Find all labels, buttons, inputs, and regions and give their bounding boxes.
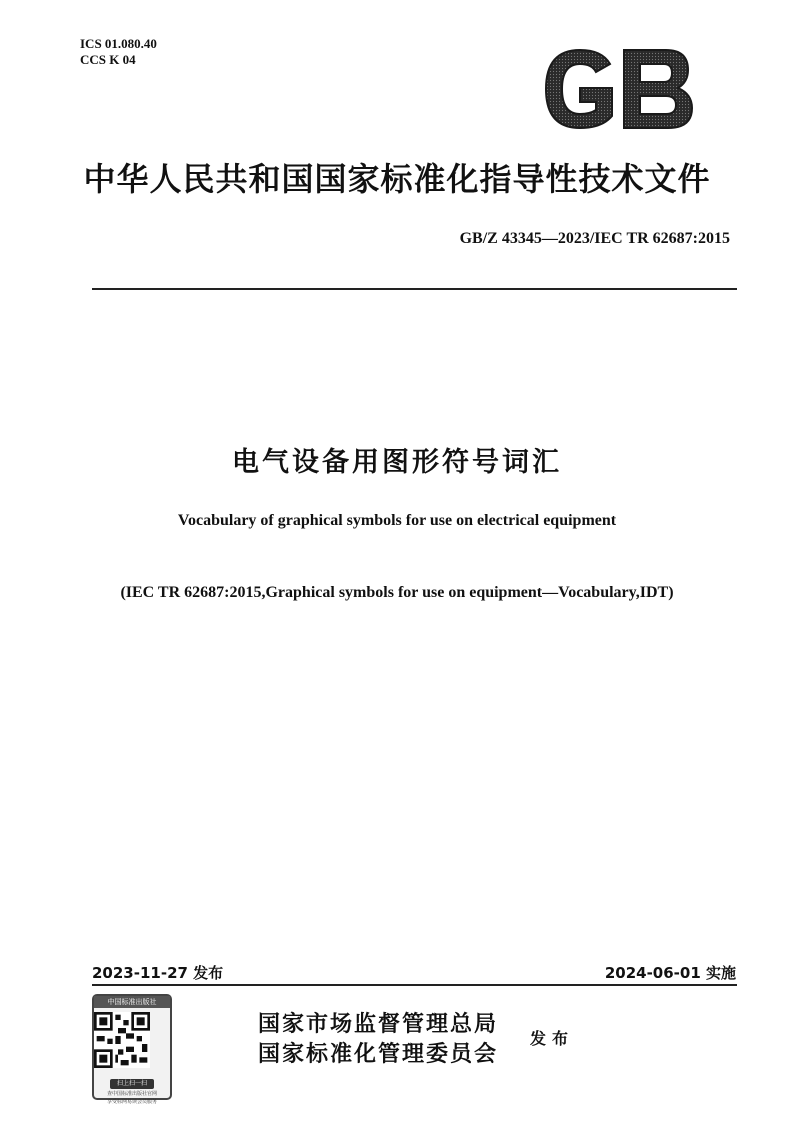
gb-logo-b — [624, 50, 692, 128]
document-type: 中华人民共和国国家标准化指导性技术文件 — [83, 160, 711, 198]
qr-footer-line2: 享受标网易读会员服务 — [106, 1099, 157, 1105]
qr-code-icon — [94, 1012, 150, 1068]
ccs-code: CCS K 04 — [80, 52, 136, 67]
classification-codes — [80, 36, 157, 68]
title-chinese: 电气设备用图形符号词汇 — [232, 447, 562, 478]
issuer-samr: 国家市场监督管理总局 — [258, 1012, 499, 1037]
issuing-authorities — [258, 1010, 498, 1070]
qr-footer-line1: 查中国标准出版社官网 — [106, 1091, 157, 1097]
gb-logo-g — [546, 50, 612, 128]
issue-date: 2023-11-27 发布 — [92, 964, 224, 982]
qr-badge-header: 中国标准出版社 — [94, 996, 170, 1008]
issuer-sac: 国家标准化管理委员会 — [258, 1042, 499, 1067]
implementation-date: 2024-06-01 实施 — [604, 964, 736, 982]
qr-badge[interactable] — [92, 994, 172, 1105]
bottom-divider — [92, 984, 737, 986]
qr-scan-label: 扫上扫一扫 — [110, 1079, 154, 1089]
publish-label: 发布 — [530, 1029, 575, 1048]
gb-logo — [540, 46, 694, 132]
ics-code: ICS 01.080.40 — [80, 36, 157, 51]
top-divider — [92, 288, 737, 290]
adoption-note: (IEC TR 62687:2015,Graphical symbols for use on equipment—Vocabulary,IDT) — [120, 584, 674, 601]
title-english: Vocabulary of graphical symbols for use on electrical equipment — [177, 512, 617, 529]
standard-number: GB/Z 43345—2023/IEC TR 62687:2015 — [459, 230, 730, 247]
